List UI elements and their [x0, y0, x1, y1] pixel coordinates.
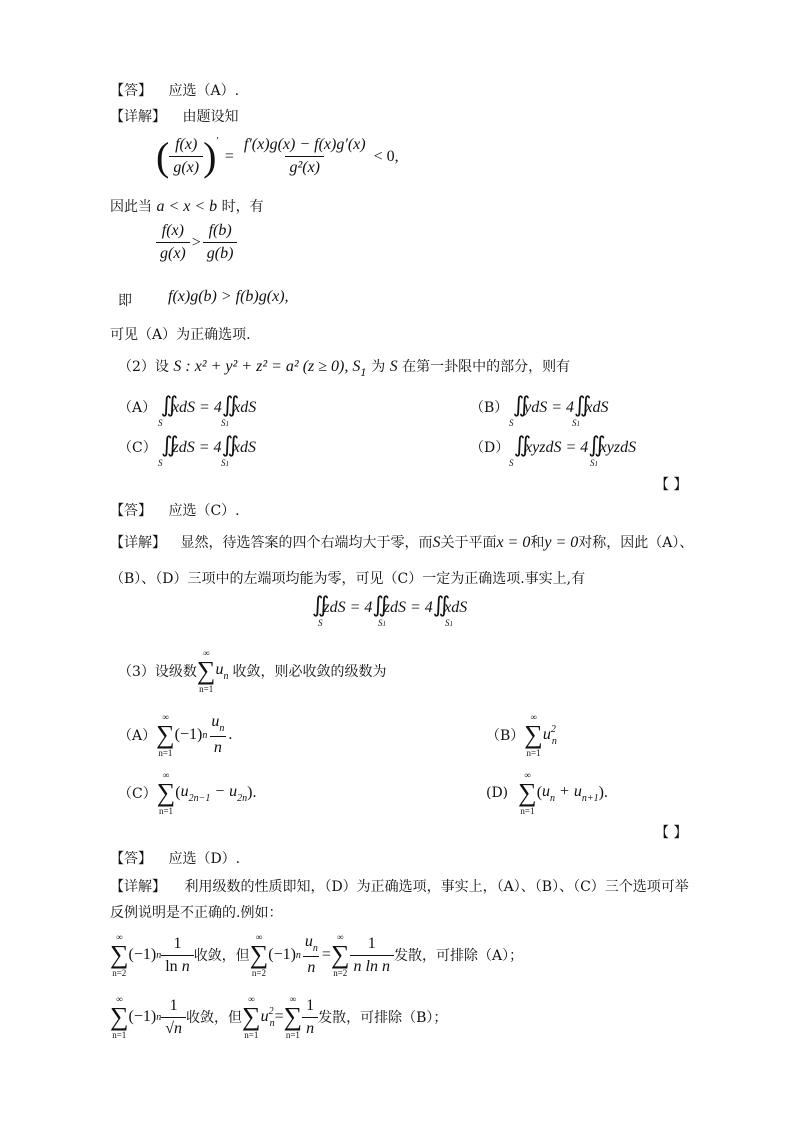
q2-answer-text: 应选（C）. [168, 503, 240, 519]
q3-detail-line-1 [110, 876, 689, 896]
q2-stem-a: （2）设 [118, 359, 169, 375]
q3-option-c: （C） ∞ ∑ n=1 ( $u_{2n-1} - u_{2n}$ ). [118, 770, 257, 816]
frac-denominator: g²(x) [285, 156, 324, 177]
less-than-zero: < 0, [373, 147, 399, 165]
q2-stem-math: S : x² + y² + z² = a² (z ≥ 0), S [173, 358, 361, 375]
q2-option-d: （D） ∬xyzdS = 4∬xyzdS [470, 432, 637, 457]
q2-optc-lhs: zdS = 4 [172, 439, 222, 456]
answer-line-1 [110, 80, 239, 100]
quotient-rule-fraction [240, 136, 370, 177]
q2-eq-a: zdS = 4 [323, 599, 373, 616]
q3-stem-a: （3）设级数 [118, 664, 197, 680]
q2-detail-label: 【详解】 [110, 535, 166, 551]
detail-line-1 [110, 106, 238, 126]
fg-fraction: $\frac{f(x)}{g(x)}$ [169, 136, 203, 177]
q2-optb-lhs: ydS = 4 [524, 399, 575, 416]
q2-optd-label: （D） [470, 440, 510, 456]
q2-answer-label: 【答】 [110, 503, 152, 519]
q3-stem-b: 收敛，则必收敛的级数为 [232, 664, 387, 680]
q3-option-d: (D) ∞ ∑ n=1 ( $u_n + u_{n+1}$ ). [486, 770, 608, 816]
q2-detail-text-1: 显然，待选答案的四个右端均大于零，而 [180, 535, 433, 551]
q2-detail-line-2: （B）、（D）三项中的左端项均能为零，可见（C）一定为正确选项.事实上,有 [110, 571, 586, 587]
q2-optb-rhs: xdS [585, 399, 609, 416]
q3-optc-label: （C） [118, 786, 157, 802]
q3-detail-text-1: 利用级数的性质即知，（D）为正确选项，事实上，（A）、（B）、（C）三个选项可举 [184, 879, 689, 895]
q3-ex2-text-b: 发散，可排除（B）； [318, 1010, 448, 1026]
condition-math: a < x < b [156, 198, 218, 215]
inequality-1: $\frac{f(x)}{g(x)}$ > $\frac{f(b)}{g(b)}$ [156, 222, 237, 263]
gt-sign: > [191, 233, 201, 251]
q2-opta-rhs: xdS [233, 399, 257, 416]
q3-ex1-text-b: 发散，可排除（A）； [393, 948, 524, 964]
q3-optd-label: (D) [486, 785, 509, 801]
detail-text: 由题设知 [182, 109, 239, 125]
q3-detail-label: 【详解】 [110, 879, 166, 895]
because-text: 因此当 [110, 199, 152, 215]
q3-detail-line-2: 反例说明是不正确的.例如： [110, 905, 283, 921]
answer-label: 【答】 [110, 83, 152, 99]
q3-ex1-text-a: 收敛，但 [193, 948, 250, 964]
q2-option-a: （A） ∬xdS = 4∬xdS [118, 392, 257, 417]
ji-label: 即 [118, 293, 132, 309]
q3-example-1: ∞ ∑ n=2 (−1) n $\frac{1}{\text{ln n}}$ 收敛，但 ∞ ∑ n=2 (−1) n $\frac{u_n}{n}$ = ∞ ∑ n=2 $\frac{1}{\text{n ln n}}$ 发散，可排除（A）； [110, 932, 524, 978]
q3-ex2-text-a: 收敛，但 [186, 1010, 243, 1026]
q3-answer-line [110, 848, 240, 868]
conclusion-1: 可见（A）为正确选项. [110, 327, 251, 343]
q3-option-a: （A） ∞ ∑ n=1 (−1) n $\frac{u_n}{n}$ . [118, 712, 233, 758]
because-text-b: 时，有 [221, 199, 264, 215]
q2-eq-b: zdS = 4 [383, 599, 433, 616]
q2-optd-lhs: xyzdS = 4 [525, 439, 589, 456]
q2-stem: （2）设 S : x² + y² + z² = a² (z ≥ 0), $S_1$ 为 S 在第一卦限中的部分，则有 [118, 358, 571, 379]
q2-opta-label: （A） [118, 400, 157, 416]
q2-optb-label: （B） [470, 400, 509, 416]
q2-optc-rhs: xdS [232, 439, 257, 456]
q2-optc-label: （C） [118, 440, 157, 456]
q2-stem-b: 为 [371, 359, 386, 375]
q3-answer-text: 应选（D）. [168, 851, 241, 867]
ji-line [118, 290, 132, 310]
detail-label: 【详解】 [110, 109, 166, 125]
q2-answer-blank: 【 】 [655, 477, 688, 493]
q3-stem: （3）设级数 ∞ ∑ n=1 $u_n$ 收敛，则必收敛的级数为 [118, 648, 387, 694]
frac-numerator: f′(x)g(x) − f(x)g′(x) [243, 136, 366, 153]
because-line [110, 196, 264, 216]
q2-x-eq-0: x = 0 [496, 534, 531, 551]
answer-text: 应选（A）. [168, 83, 240, 99]
q3-answer-blank: 【 】 [655, 825, 688, 841]
q2-opta-lhs: xdS = 4 [171, 399, 222, 416]
q2-y-eq-0: y = 0 [544, 534, 579, 551]
q3-option-b: （B） ∞ ∑ n=1 $u^2_n$ [486, 712, 557, 758]
inequality-2: f(x)g(b) > f(b)g(x), [168, 288, 289, 305]
q2-equation: ∬zdS = 4∬zdS = 4∬xdS [312, 592, 468, 617]
q3-opta-label: （A） [118, 728, 157, 744]
q2-eq-c: xdS [444, 599, 468, 616]
derivative-equation: ( $\frac{f(x)}{g(x)}$ ) ′ = $\frac{f'(x)g(x) - f(x)g'(x)}{\text{g²(x)}}$ < 0, [156, 133, 399, 179]
q2-option-c: （C） ∬zdS = 4∬xdS [118, 432, 257, 457]
q2-detail-text-1f: 对称，因此（A）、 [578, 535, 694, 551]
q3-answer-label: 【答】 [110, 851, 152, 867]
q2-option-b: （B） ∬ydS = 4∬xdS [470, 392, 609, 417]
q2-detail-text-1b: 关于平面 [440, 535, 497, 551]
q2-optd-rhs: xyzdS [599, 439, 637, 456]
q2-detail-line-1: 【详解】 显然，待选答案的四个右端均大于零，而S关于平面x = 0和y = 0对称，因此（A）、 [110, 534, 694, 551]
q2-answer-line [110, 500, 240, 520]
q3-optb-label: （B） [486, 728, 525, 744]
q2-stem-c: 在第一卦限中的部分，则有 [402, 359, 571, 375]
q2-and: 和 [530, 535, 545, 551]
q3-example-2: ∞ ∑ n=1 (−1) n $\frac{1}{√n}$ 收敛，但 ∞ ∑ n=1 $u^2_n$ = ∞ ∑ n=1 $\frac{1}{n}$ 发散，可排除（B）； [110, 994, 448, 1040]
